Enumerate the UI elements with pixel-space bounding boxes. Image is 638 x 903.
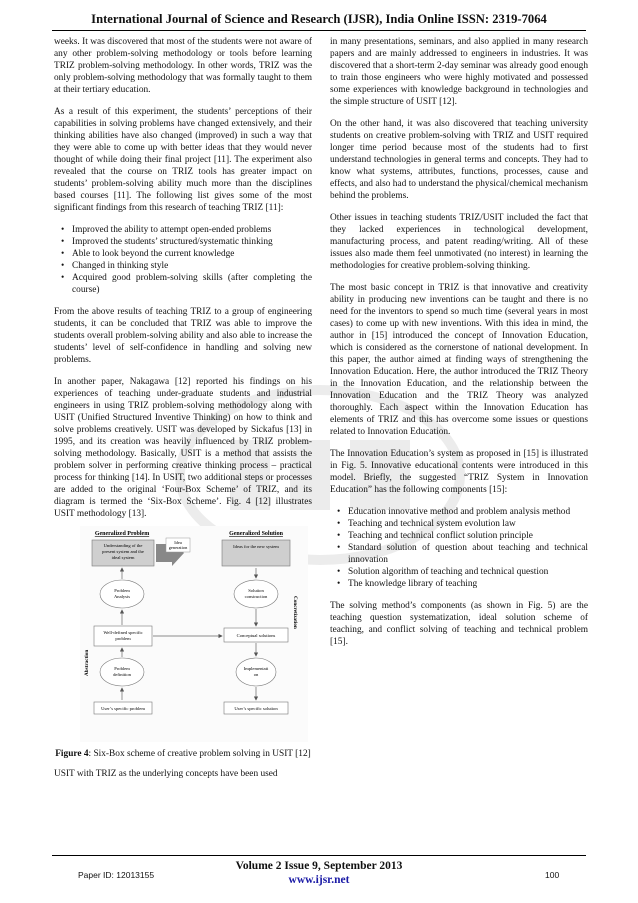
- list-item: [61, 260, 312, 272]
- footer-rule: [52, 855, 586, 856]
- list-item: [337, 506, 588, 518]
- paragraph: USIT with TRIZ as the underlying concepts have been used: [54, 769, 278, 779]
- svg-text:Understanding of thepresent sy: Understanding of the present system and the ideal system: [102, 543, 144, 560]
- paragraph: weeks. It was discovered that most of the students were not aware of any other problem-solving methodology or tools before learning TRIZ problem-solving methodology. In other words, TRIZ was the only problem-solving methodology that was formally taught to them at their tertiary education.: [54, 37, 312, 95]
- findings-list: [54, 224, 312, 296]
- paragraph: Other issues in teaching students TRIZ/USIT included the fact that they lacked experiences in technological development, manufacturing process, and patent reading/writing. All of these issues also made them feel unmotivated (no interest) in learning the methodologies for creative problem-solving thinking.: [330, 213, 588, 271]
- list-item-text: Teaching and technical conflict solution principle: [348, 531, 533, 541]
- list-item-text: Standard solution of question about teaching and technical innovation: [348, 543, 588, 565]
- svg-text:Solutionconstruction: Solution construction: [244, 588, 268, 599]
- list-item: [337, 542, 588, 566]
- svg-text:Implementation: Implementati on: [243, 666, 269, 677]
- list-item: [61, 236, 312, 248]
- paragraph: The Innovation Education’s system as proposed in [15] is illustrated in Fig. 5. Innovative educational contents were introduced in this model. Briefly, the suggested “TRIZ System in Innovation Education” has the following components [15]:: [330, 449, 588, 495]
- paragraph: As a result of this experiment, the students’ perceptions of their capabilities in solving problems have changed extensively, and their thinking abilities have also changed (improved) in such a way that they were able to come up with better ideas that they would never thought of while doing their final project [11]. The experiment also revealed that the course on TRIZ tools has greater impact on students’ problem-solving ability much more than the disciplines based courses [11]. The following list gives some of the most significant findings from this research of teaching TRIZ [11]:: [54, 107, 312, 213]
- list-item-text: Improved the students’ structured/systematic thinking: [72, 237, 273, 247]
- side-label-concretization: Concretization: [292, 596, 298, 629]
- bullet-icon: •: [61, 237, 65, 247]
- paragraph: The most basic concept in TRIZ is that innovative and creativity ability in producing new inventions can be taught and there is no need for the inventors to spend so much time (several years in most cases) to come up with new inventions. With this idea in mind, the author in [15] introduced the concept of Innovation Education, which is considered as the cornerstone of national development. In this paper, the author aimed at finding ways of strengthening the Innovation Education. Here, the author introduced the TRIZ Theory in the Innovation Education, and the relationship between the Innovation Education and the TRIZ Theory was analyzed thoroughly. Each aspect within the Innovation Education has elements of TRIZ and this has overcome some issues or questions related to Innovation Education.: [330, 283, 588, 437]
- left-column: [54, 36, 312, 790]
- box-conceptual-solutions-label: Conceptual solutions: [236, 633, 276, 638]
- journal-website-link[interactable]: www.ijsr.net: [288, 874, 350, 886]
- bullet-icon: •: [337, 531, 341, 541]
- list-item: [61, 248, 312, 260]
- paragraph: In another paper, Nakagawa [12] reported his findings on his experiences of teaching under-graduate students and industrial engineers in using TRIZ problem-solving methodology along with USIT (Unified Structured Inventive Thinking) on how to think and solve problems creatively. USIT was developed by Sickafus [13] in 1995, and its creation was heavily influenced by TRIZ problem-solving methodology. Basically, USIT is a method that assists the problem solver in performing creative thinking process – practical process for thinking [14]. In USIT, two additional steps or processes are added to the original ‘Four-Box Scheme’ of TRIZ, and its diagram is termed the ‘Six-Box Scheme’. Fig. 4 [12] illustrates USIT methodology [13].: [54, 377, 312, 519]
- box-users-problem-label: User’s specific problem: [101, 706, 145, 711]
- list-item: [337, 578, 588, 590]
- issue-info: Volume 2 Issue 9, September 2013: [235, 860, 403, 872]
- list-item-text: Changed in thinking style: [72, 261, 169, 271]
- box-users-solution-label: User’s specific solution: [234, 706, 278, 711]
- list-item: [337, 530, 588, 542]
- paragraph: From the above results of teaching TRIZ to a group of engineering students, it can be concluded that TRIZ was able to improve the students overall problem-solving ability and also able to increase the students’ level of self-confidence in handling and solving new problems.: [54, 307, 312, 365]
- svg-text:ProblemAnalysis: Problem Analysis: [113, 588, 131, 599]
- box-ideas-new-system-label: Ideas for the new system: [233, 544, 279, 549]
- components-list: [330, 506, 588, 590]
- bullet-icon: •: [61, 261, 65, 271]
- list-item-text: Solution algorithm of teaching and technical question: [348, 567, 549, 577]
- right-column: [330, 36, 588, 658]
- bullet-icon: •: [61, 225, 65, 235]
- list-item-text: Acquired good problem-solving skills (after completing the course): [72, 273, 312, 295]
- list-item-text: The knowledge library of teaching: [348, 579, 478, 589]
- bullet-icon: •: [337, 567, 341, 577]
- right-column-title: Generalized Solution: [229, 531, 283, 537]
- svg-text:Problemdefinition: Problem definition: [113, 666, 131, 677]
- list-item-text: Education innovative method and problem analysis method: [348, 507, 571, 517]
- bullet-icon: •: [61, 273, 65, 283]
- list-item-text: Teaching and technical system evolution law: [348, 519, 516, 529]
- bullet-icon: •: [337, 507, 341, 517]
- journal-header: International Journal of Science and Research (IJSR), India Online ISSN: 2319-7064: [91, 12, 547, 26]
- figure-caption-text: : Six-Box scheme of creative problem solving in USIT [12]: [88, 749, 311, 759]
- paragraph: On the other hand, it was also discovered that teaching university students on creative problem-solving with TRIZ and USIT required longer time period because most of the students had to first understand technologies in general terms and concepts. They had to know what systems, attributes, functions, processes, cause and effects, and also had to understand the physical/chemical mechanism behind the problems.: [330, 119, 588, 201]
- paragraph: in many presentations, seminars, and also applied in many research papers and are mainly addressed to engineers in industries. It was discovered that a short-term 2-day seminar was already good enough to train those engineers who were highly motivated and possessed some experiences with knowledge background in technologies and the simple structure of USIT [12].: [330, 37, 588, 107]
- svg-text:Ideageneration: Idea generation: [168, 540, 188, 550]
- paragraph: The solving method’s components (as shown in Fig. 5) are the teaching question systematization, ideal solution scheme of teaching, and conflict solving of teaching and technical problem [15].: [330, 601, 588, 647]
- list-item: [61, 224, 312, 236]
- svg-text:Well-defined specificproblem: Well-defined specific problem: [103, 630, 143, 641]
- list-item: [61, 272, 312, 296]
- bullet-icon: •: [337, 543, 341, 553]
- side-label-abstraction: Abstraction: [84, 649, 90, 676]
- list-item-text: Improved the ability to attempt open-ended problems: [72, 225, 272, 235]
- header-rule: [52, 30, 586, 31]
- paper-id: Paper ID: 12013155: [78, 870, 155, 880]
- page-number: 100: [545, 870, 560, 880]
- list-item-text: Able to look beyond the current knowledge: [72, 249, 235, 259]
- figure-label: Figure 4: [55, 749, 89, 759]
- bullet-icon: •: [337, 579, 341, 589]
- list-item: [337, 566, 588, 578]
- figure-six-box-scheme: [80, 526, 308, 742]
- left-column-title: Generalized Problem: [94, 531, 150, 537]
- bullet-icon: •: [337, 519, 341, 529]
- bullet-icon: •: [61, 249, 65, 259]
- list-item: [337, 518, 588, 530]
- figure-caption: [54, 748, 312, 760]
